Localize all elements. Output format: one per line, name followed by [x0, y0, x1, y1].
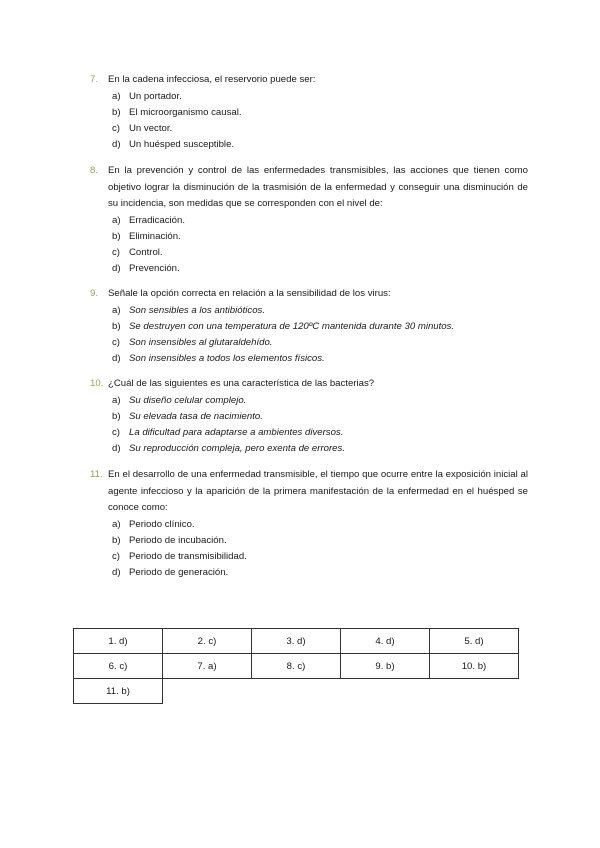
option-c: c) Son insensibles al glutaraldehído.	[112, 337, 273, 349]
answer-cell: 1. d)	[74, 629, 163, 654]
question-text: En la cadena infecciosa, el reservorio puede ser:	[108, 74, 316, 85]
option-b: b) Su elevada tasa de nacimiento.	[112, 410, 263, 422]
answer-cell: 10. b)	[430, 654, 519, 679]
answer-cell: 11. b)	[74, 679, 163, 704]
option-list	[90, 303, 528, 368]
answer-cell: 7. a)	[163, 654, 252, 679]
question-text: En el desarrollo de una enfermedad transmisible, el tiempo que ocurre entre la exposición inicial al agente infeccioso y la aparición de la primera manifestación de la enfermedad en el huésped se conoce como:	[108, 469, 528, 513]
empty-cell	[430, 679, 519, 704]
question-8	[90, 163, 528, 278]
option-a: a) Erradicación.	[112, 214, 185, 226]
question-text: ¿Cuál de las siguientes es una característica de las bacterias?	[108, 378, 375, 389]
option-d: d) Su reproducción compleja, pero exenta de errores.	[112, 443, 345, 455]
empty-cell	[163, 679, 252, 704]
option-c: c) La dificultad para adaptarse a ambientes diversos.	[112, 427, 344, 439]
option-a: a) Periodo clínico.	[112, 518, 195, 530]
option-a: a) Su diseño celular complejo.	[112, 394, 247, 406]
answer-key-table	[73, 628, 519, 704]
table-row	[74, 629, 519, 654]
table-row	[74, 654, 519, 679]
question-number: 10.	[90, 378, 104, 389]
question-7	[90, 72, 528, 154]
question-number: 11.	[90, 469, 103, 480]
option-d: d) Periodo de generación.	[112, 567, 229, 579]
answer-cell: 8. c)	[252, 654, 341, 679]
question-text: En la prevención y control de las enfermedades transmisibles, las acciones que tienen como objetivo lograr la disminución de la trasmisión de la enfermedad y conseguir una disminución de su incidencia, son medidas que se corresponden con el nivel de:	[108, 165, 528, 209]
question-number: 9.	[90, 288, 99, 299]
option-list	[90, 393, 528, 458]
answer-cell: 3. d)	[252, 629, 341, 654]
question-9	[90, 286, 528, 368]
question-11	[90, 467, 528, 582]
question-10	[90, 376, 528, 458]
option-b: b) Periodo de incubación.	[112, 534, 227, 546]
question-number: 7.	[90, 74, 99, 85]
answer-cell: 6. c)	[74, 654, 163, 679]
option-list	[90, 213, 528, 278]
option-b: b) Se destruyen con una temperatura de 120ºC mantenida durante 30 minutos.	[112, 320, 455, 332]
option-a: a) Son sensibles a los antibióticos.	[112, 304, 265, 316]
option-a: a) Un portador.	[112, 90, 182, 102]
option-d: d) Son insensibles a todos los elementos físicos.	[112, 353, 325, 365]
option-c: c) Control.	[112, 247, 163, 259]
option-b: b) El microorganismo causal.	[112, 106, 242, 118]
empty-cell	[252, 679, 341, 704]
option-c: c) Periodo de transmisibilidad.	[112, 551, 247, 563]
answer-cell: 5. d)	[430, 629, 519, 654]
option-b: b) Eliminación.	[112, 230, 181, 242]
table-row	[74, 679, 519, 704]
answer-cell: 2. c)	[163, 629, 252, 654]
option-c: c) Un vector.	[112, 123, 173, 135]
option-d: d) Prevención.	[112, 263, 180, 275]
question-number: 8.	[90, 165, 99, 176]
answer-cell: 4. d)	[341, 629, 430, 654]
question-text: Señale la opción correcta en relación a la sensibilidad de los virus:	[108, 288, 391, 299]
empty-cell	[341, 679, 430, 704]
option-list	[90, 89, 528, 154]
option-list	[90, 517, 528, 582]
answer-cell: 9. b)	[341, 654, 430, 679]
option-d: d) Un huésped susceptible.	[112, 139, 235, 151]
